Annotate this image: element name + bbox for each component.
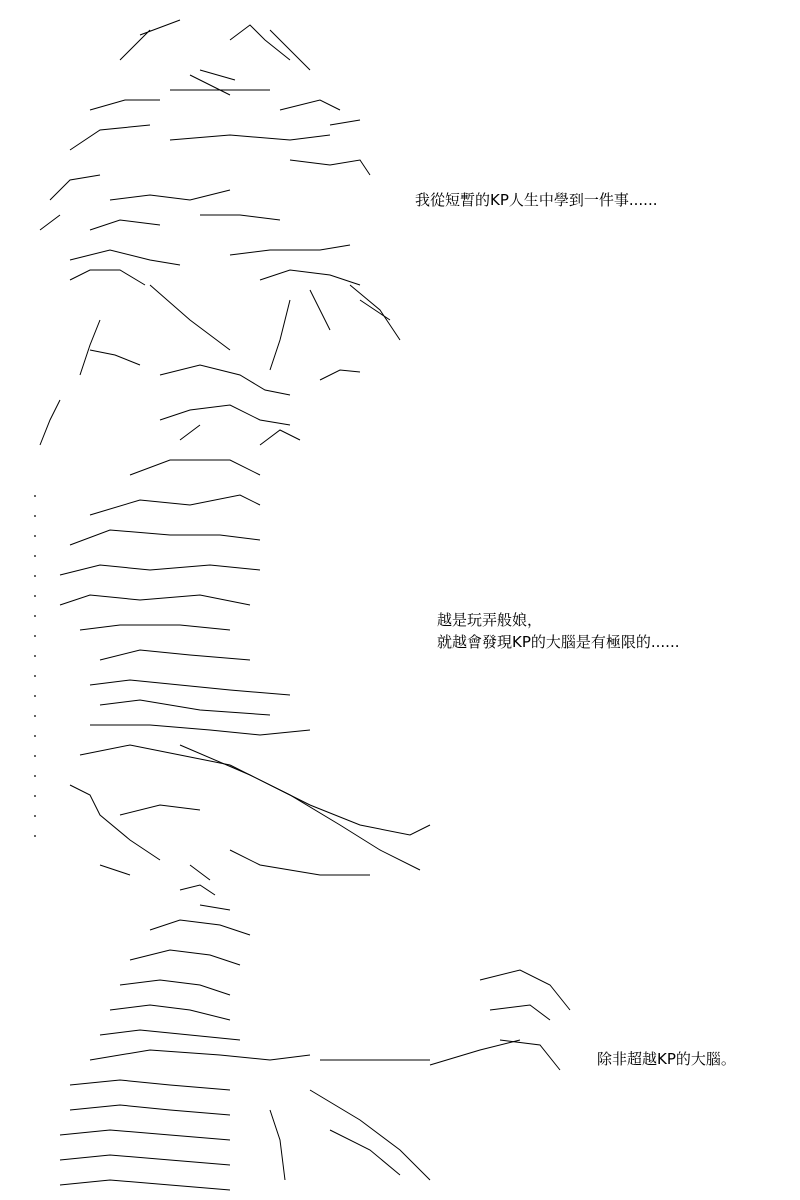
caption-line: 越是玩弄般娘， (437, 611, 543, 629)
ascii-art-figure-2 (30, 455, 450, 885)
caption-line: 我從短暫的KP人生中學到一件事...... (415, 191, 658, 209)
ascii-art-figure-3 (30, 880, 590, 1200)
panel-2-caption (437, 609, 680, 653)
panel-3 (0, 880, 800, 1200)
panel-3-caption (597, 1048, 736, 1070)
panel-1-caption (415, 189, 658, 211)
caption-line: 就越會發現KP的大腦是有極限的...... (437, 633, 680, 651)
panel-2 (0, 455, 800, 885)
caption-line: 除非超越KP的大腦。 (597, 1050, 736, 1068)
ascii-art-figure-1 (30, 0, 430, 450)
panel-1 (0, 0, 800, 450)
